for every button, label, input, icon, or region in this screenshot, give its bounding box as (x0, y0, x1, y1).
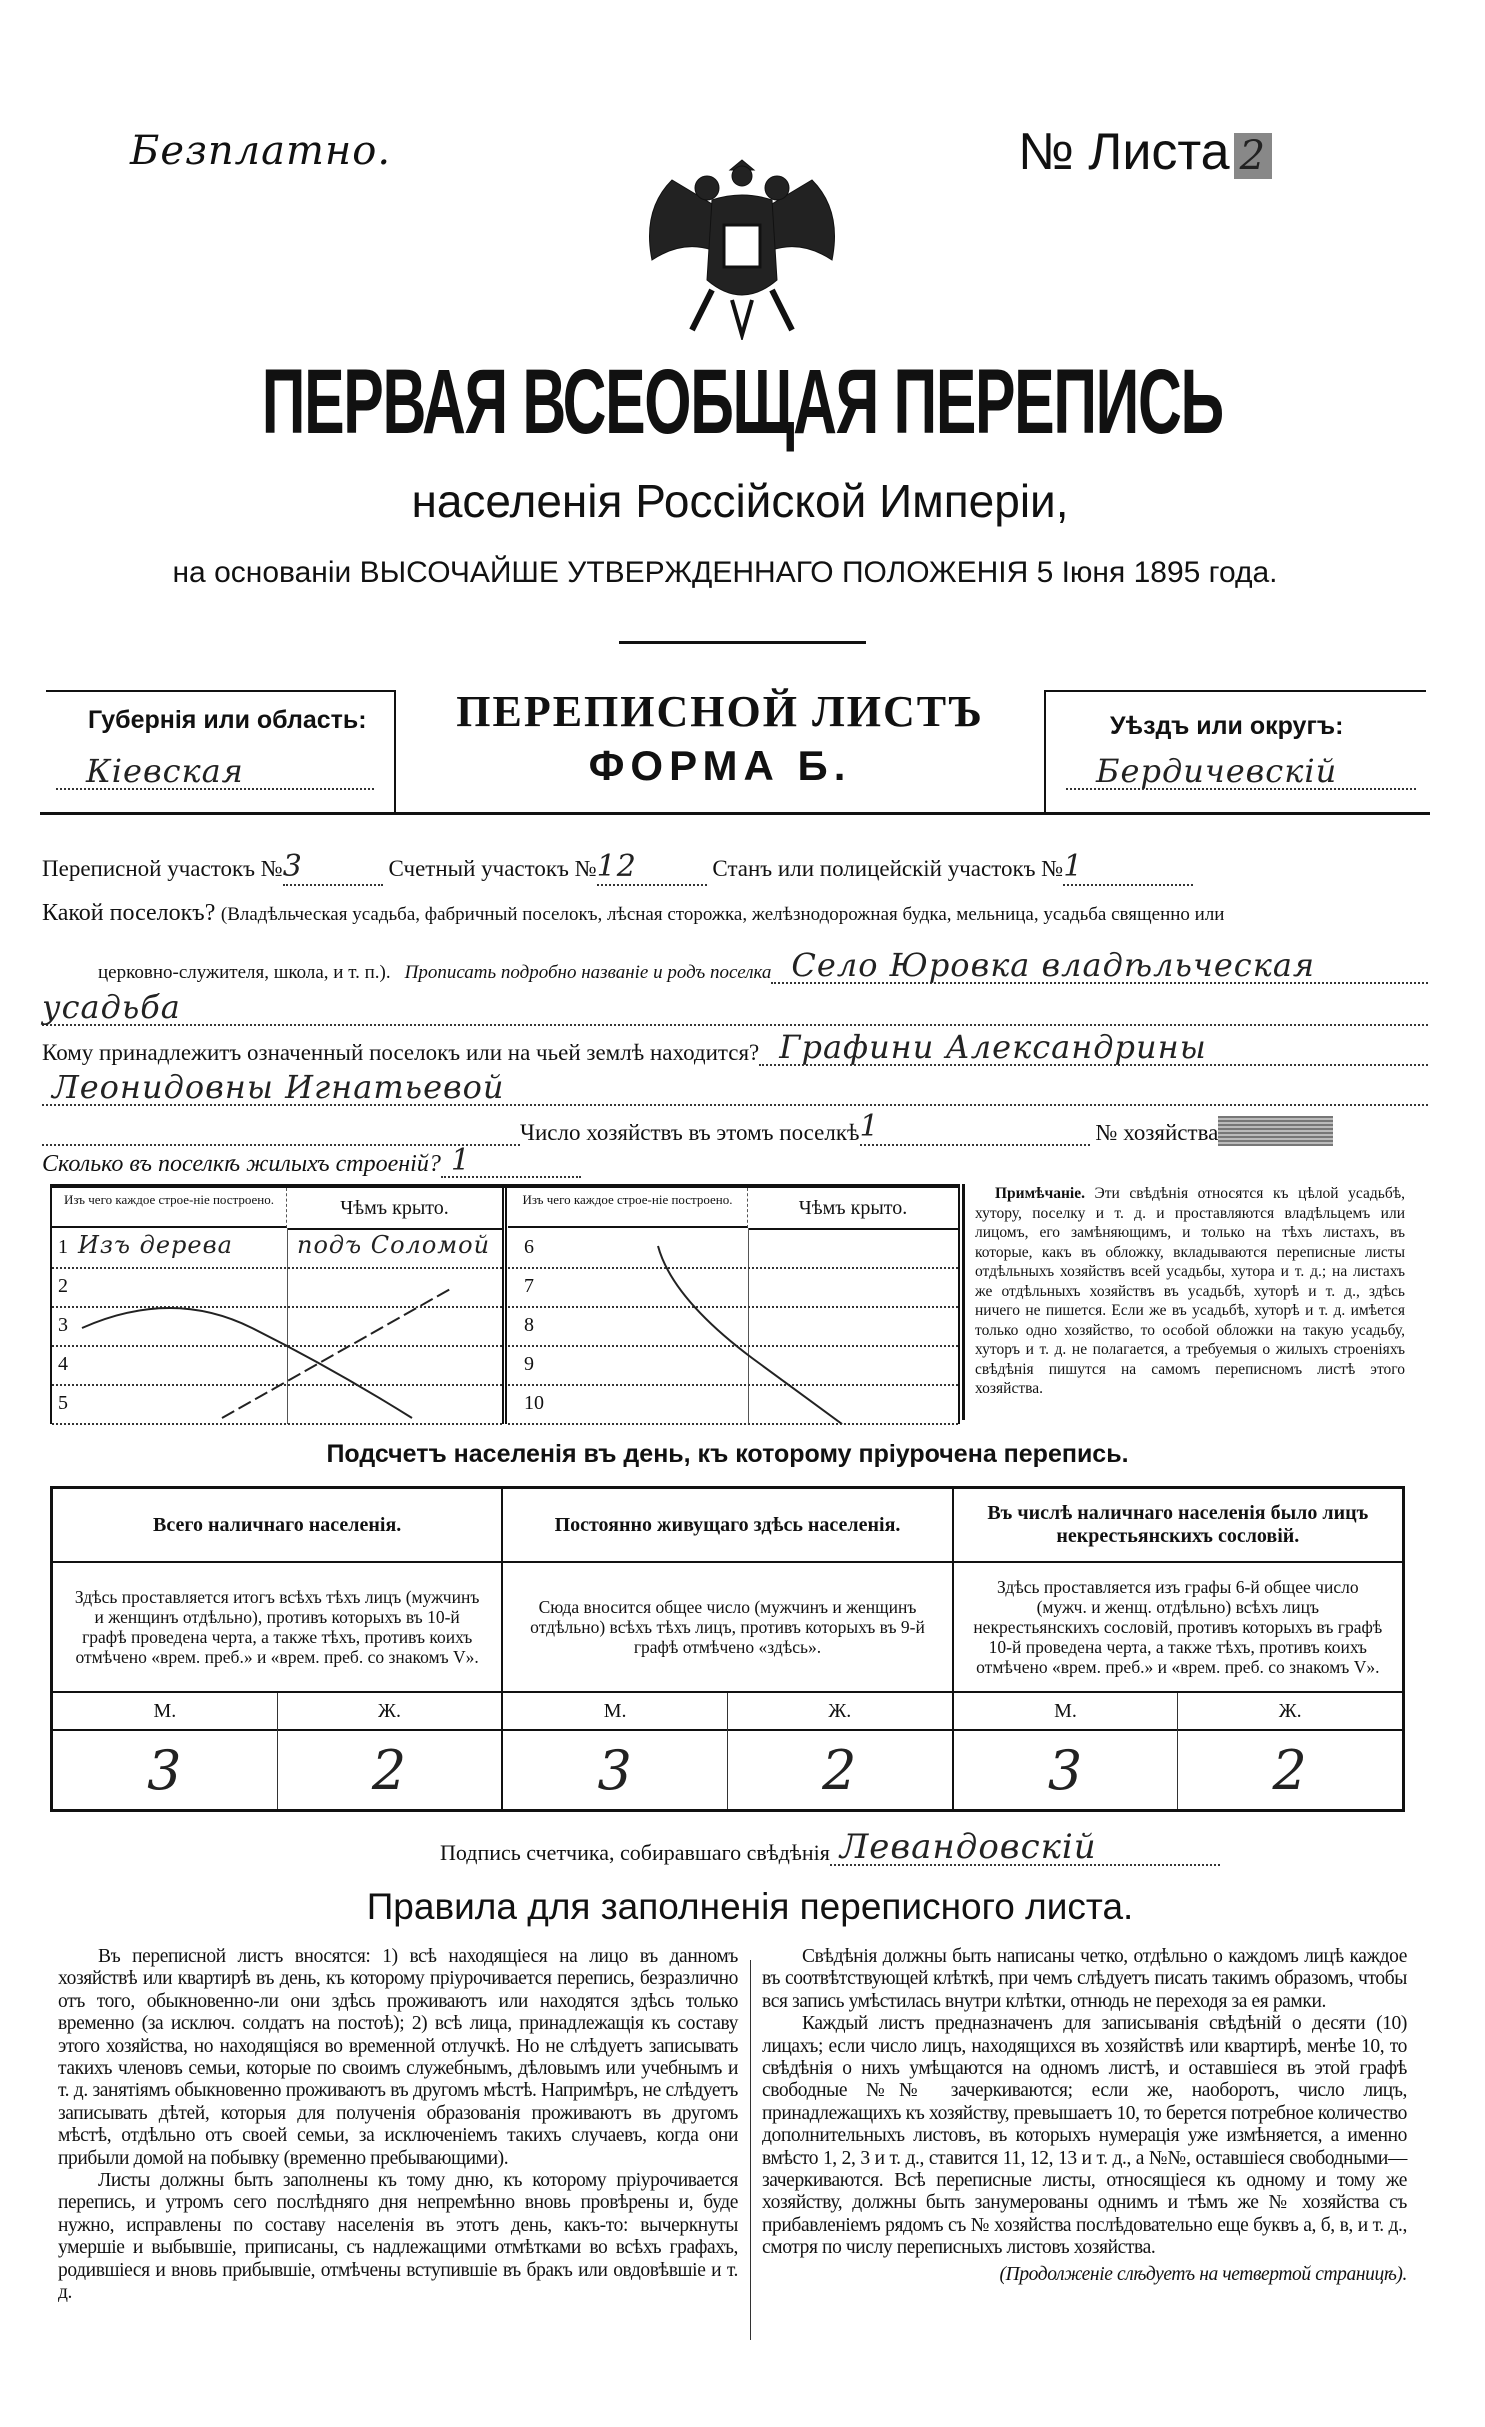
sex-label: Ж. (278, 1693, 502, 1731)
female-column (728, 1693, 952, 1809)
row-number: 1 (58, 1236, 68, 1258)
sheet-number-label (1018, 122, 1272, 182)
sheet-number-value: 2 (1234, 133, 1272, 179)
female-count-field[interactable]: 2 (822, 1739, 858, 1802)
material-field[interactable]: Изъ дерева (78, 1231, 233, 1259)
rules-right-column (762, 1946, 1407, 2286)
settlement-row (42, 900, 1224, 927)
rule-paragraph: Листы должны быть заполнены къ тому дню, къ которому пріурочивается перепись, и утромъ сего послѣдняго дня непремѣнно вновь провѣрены и, буде нужно, исправлены по составу населенія въ этотъ день, какъ-то: вычеркнуты умершіе и выбывшіе, приписаны, съ надлежащими отмѣтками во всѣхъ графахъ, родившіеся и вновь прибывшіе, отмѣчены вступившіе въ бракъ или овдовѣвшіе и т. д. (58, 2170, 738, 2304)
sex-columns (503, 1693, 951, 1809)
note-title: Примѣчаніе. (995, 1185, 1085, 1202)
female-column (278, 1693, 502, 1809)
uezd-box (1044, 690, 1426, 814)
settlement-hint-2: церковно-служителя, школа, и т. п.). (98, 962, 391, 983)
material-header: Изъ чего каждое строе-ніе построено. (52, 1188, 287, 1228)
note-text: Эти свѣдѣнія относятся къ цѣлой усадьбѣ, хутору, поселку и т. д. и проставляются владѣльцемъ или лицомъ, его замѣняющимъ, и только на тѣхъ листахъ, въ которые, какъ въ обложку, вкладываются переписные листы отдѣльныхъ хозяйствъ всей усадьбы, хутора и т. д.; на листахъ же отдѣльныхъ хозяйствъ въ усадьбѣ, хуторѣ и т. д., здѣсь ничего не пишется. Если же въ усадьбѣ, хуторѣ и т. д. имѣется только одно хозяйство, то особой обложки на такую усадьбу, хуторъ и т. д. не полагается, а требуемыя о жилыхъ строеніяхъ свѣдѣнія пишутся на самомъ переписномъ листѣ этого хозяйства. (975, 1185, 1406, 1397)
row-number: 3 (58, 1314, 68, 1336)
free-label: Безплатно. (130, 128, 392, 174)
population-table (50, 1486, 1405, 1812)
row-number: 5 (58, 1392, 68, 1414)
population-group (503, 1489, 953, 1809)
row-number: 4 (58, 1353, 68, 1375)
group-header: Постоянно живущаго здѣсь населенія. (503, 1489, 951, 1563)
page-title: ПЕРВАЯ ВСЕОБЩАЯ ПЕРЕПИСЬ (261, 351, 1223, 453)
owner-row (42, 1030, 1428, 1066)
rules-title: Правила для заполненія переписного листа. (366, 1886, 1134, 1927)
sex-label: М. (53, 1693, 277, 1731)
column-divider (750, 1960, 751, 2340)
row-number: 10 (524, 1392, 544, 1414)
households-field[interactable]: 1 (860, 1110, 1090, 1146)
district-row (42, 850, 1193, 886)
buildings-field[interactable]: 1 (441, 1146, 581, 1178)
sheet-title: ПЕРЕПИСНОЙ ЛИСТЪ (456, 687, 984, 736)
counting-district-field[interactable]: 12 (597, 850, 707, 886)
settlement-field-2[interactable]: усадьба (42, 990, 1428, 1026)
sex-label: М. (503, 1693, 727, 1731)
male-count-field[interactable]: 3 (597, 1739, 633, 1802)
census-district-label: Переписной участокъ № (42, 856, 283, 881)
population-group (954, 1489, 1402, 1809)
strike-through-marks (52, 1188, 958, 1424)
uezd-label: Уѣздъ или округъ: (1110, 712, 1344, 740)
divider (40, 812, 1430, 815)
material-header: Изъ чего каждое строе-ніе построено. (508, 1188, 748, 1228)
roof-header: Чѣмъ крыто. (748, 1188, 958, 1230)
settlement-label: Какой поселокъ? (42, 900, 216, 926)
female-count-field[interactable]: 2 (1272, 1739, 1308, 1802)
owner-label: Кому принадлежитъ означенный поселокъ или на чьей землѣ находится? (42, 1040, 760, 1065)
female-column (1178, 1693, 1402, 1809)
row-number: 7 (524, 1275, 534, 1297)
group-description: Здѣсь проставляется итогъ всѣхъ тѣхъ лицъ (мужчинъ и женщинъ отдѣльно), противъ которыхъ въ 10-й графѣ проведена черта, а также тѣхъ, противъ коихъ отмѣчено «врем. преб.» и «врем. преб. со знакомъ V». (53, 1563, 501, 1693)
guberniya-box (46, 690, 396, 814)
police-district-field[interactable]: 1 (1063, 850, 1193, 886)
row-number: 8 (524, 1314, 534, 1336)
group-header: Всего наличнаго населенія. (53, 1489, 501, 1563)
group-header: Въ числѣ наличнаго населенія было лицъ некрестьянскихъ сословій. (954, 1489, 1402, 1563)
divider (619, 641, 866, 644)
settlement-row-2 (98, 948, 1428, 984)
rule-paragraph: Въ переписной листъ вносятся: 1) всѣ находящіеся на лицо въ данномъ хозяйствѣ или квартирѣ въ день, къ которому пріурочивается перепись, безразлично отъ того, обыкновенно-ли они здѣсь проживаютъ или находятся здѣсь только временно (за исключ. солдатъ на постоѣ); 2) всѣ лица, принадлежащія къ составу этого хозяйства, но находящіяся во временной отлучкѣ. Но не слѣдуетъ записывать такихъ членовъ семьи, которые по своимъ служебнымъ, дѣловымъ или учебнымъ и т. д. занятіямъ обыкновенно проживаютъ въ другомъ мѣстѣ. Напримѣръ, не слѣдуетъ записывать дѣтей, которыя для полученія образованія проживаютъ въ другомъ мѣстѣ, отдѣльно отъ своей семьи, за исключеніемъ такихъ случаевъ, когда они прибыли домой на побывку (временно пребывающими). (58, 1946, 738, 2169)
sex-columns (53, 1693, 501, 1809)
male-column (53, 1693, 278, 1809)
owner-field[interactable]: Графини Александрины (759, 1030, 1428, 1066)
households-label: Число хозяйствъ въ этомъ поселкѣ (520, 1120, 860, 1145)
male-count-field[interactable]: 3 (147, 1739, 183, 1802)
group-description: Сюда вносится общее число (мужчинъ и женщинъ отдѣльно) всѣхъ тѣхъ лицъ, противъ которыхъ въ 9-й графѣ отмѣчено «здѣсь». (503, 1563, 951, 1693)
sex-label: М. (954, 1693, 1178, 1731)
buildings-label: Сколько въ поселкѣ жилыхъ строеній? (42, 1151, 441, 1177)
sheet-label: № Листа (1018, 123, 1230, 181)
police-district-label: Станъ или полицейскій участокъ № (712, 856, 1064, 881)
row-number: 6 (524, 1236, 534, 1258)
buildings-row (42, 1143, 581, 1178)
uezd-field[interactable]: Бердичевскій (1066, 754, 1416, 790)
counting-district-label: Счетный участокъ № (388, 856, 597, 881)
population-group (53, 1489, 503, 1809)
household-number-label: № хозяйства (1095, 1120, 1219, 1145)
buildings-table (50, 1184, 960, 1424)
settlement-field[interactable]: Село Юровка владѣльческая (771, 948, 1428, 984)
page-subtitle: населенія Россійской Имперіи, (411, 475, 1069, 527)
households-row (42, 1110, 1402, 1146)
sex-label: Ж. (1178, 1693, 1402, 1731)
male-column (954, 1693, 1179, 1809)
buildings-note (962, 1184, 1405, 1420)
roof-field[interactable]: подъ Соломой (297, 1231, 491, 1259)
male-column (503, 1693, 728, 1809)
row-number: 9 (524, 1353, 534, 1375)
guberniya-field[interactable]: Кіевская (56, 754, 374, 790)
legal-basis: на основаніи ВЫСОЧАЙШЕ УТВЕРЖДЕННАГО ПОЛОЖЕНІЯ 5 Іюня 1895 года. (172, 556, 1278, 589)
guberniya-label: Губернія или область: (88, 706, 367, 734)
census-district-field[interactable]: 3 (283, 850, 383, 886)
household-number-field[interactable] (1218, 1116, 1333, 1146)
rule-paragraph: Каждый листъ предназначенъ для записыванія свѣдѣній о десяти (10) лицахъ; если число лицъ, находящихся въ хозяйствѣ или квартирѣ, менѣе 10, то свѣдѣнія о нихъ умѣщаются на одномъ листѣ, и оставшіеся въ этой графѣ свободные №№ зачеркиваются; если же, наоборотъ, число лицъ, принадлежащихъ къ хозяйству, превышаетъ 10, то берется потребное количество дополнительныхъ листовъ, въ которыхъ нумерація уже измѣняется, а именно вмѣсто 1, 2, 3 и т. д., ставится 11, 12, 13 и т. д., а №№, оставшіеся свободными—зачеркиваются. Всѣ переписные листы, относящіеся къ одному и тому же хозяйству, должны быть занумерованы однимъ и тѣмъ же № хозяйства съ прибавленіемъ рядомъ съ № хозяйства послѣдовательно еще буквъ а, б, в, и т. д., смотря по числу переписныхъ листовъ хозяйства. (762, 2013, 1407, 2259)
rules-left-column (58, 1946, 738, 2305)
male-count-field[interactable]: 3 (1047, 1739, 1084, 1802)
sex-columns (954, 1693, 1402, 1809)
sex-label: Ж. (728, 1693, 952, 1731)
signature-label: Подпись счетчика, собиравшаго свѣдѣнія (440, 1840, 830, 1865)
rule-paragraph: Свѣдѣнія должны быть написаны четко, отдѣльно о каждомъ лицѣ каждое въ соотвѣтствующей клѣткѣ, при чемъ слѣдуетъ писать такимъ образомъ, чтобы вся запись умѣстилась внутри клѣтки, отнюдь не переходя за ея рамки. (762, 1946, 1407, 2012)
group-description: Здѣсь проставляется изъ графы 6-й общее число (мужч. и женщ. отдѣльно) всѣхъ лицъ некрестьянскихъ сословій, противъ которыхъ въ графѣ 10-й проведена черта, а также тѣхъ, противъ коихъ отмѣчено «врем. преб.» и «врем. преб. со знакомъ V». (954, 1563, 1402, 1693)
owner-field-2[interactable]: Леонидовны Игнатьевой (42, 1070, 1428, 1106)
form-title: ФОРМА Б. (588, 742, 852, 789)
signature-field[interactable]: Левандовскій (830, 1830, 1220, 1866)
signature-row (440, 1827, 1220, 1867)
settlement-hint: (Владѣльческая усадьба, фабричный поселокъ, лѣсная сторожка, желѣзнодорожная будка, мельница, усадьба священно или (220, 904, 1225, 925)
female-count-field[interactable]: 2 (371, 1739, 408, 1802)
settlement-instruction: Прописать подробно названіе и родъ поселка (404, 962, 772, 983)
continued-note: (Продолженіе слѣдуетъ на четвертой страницѣ). (999, 2263, 1407, 2285)
population-title: Подсчетъ населенія въ день, къ которому пріурочена перепись. (326, 1440, 1129, 1468)
roof-header: Чѣмъ крыто. (287, 1188, 502, 1230)
row-number: 2 (58, 1275, 68, 1297)
double-headed-eagle-emblem (612, 140, 872, 340)
